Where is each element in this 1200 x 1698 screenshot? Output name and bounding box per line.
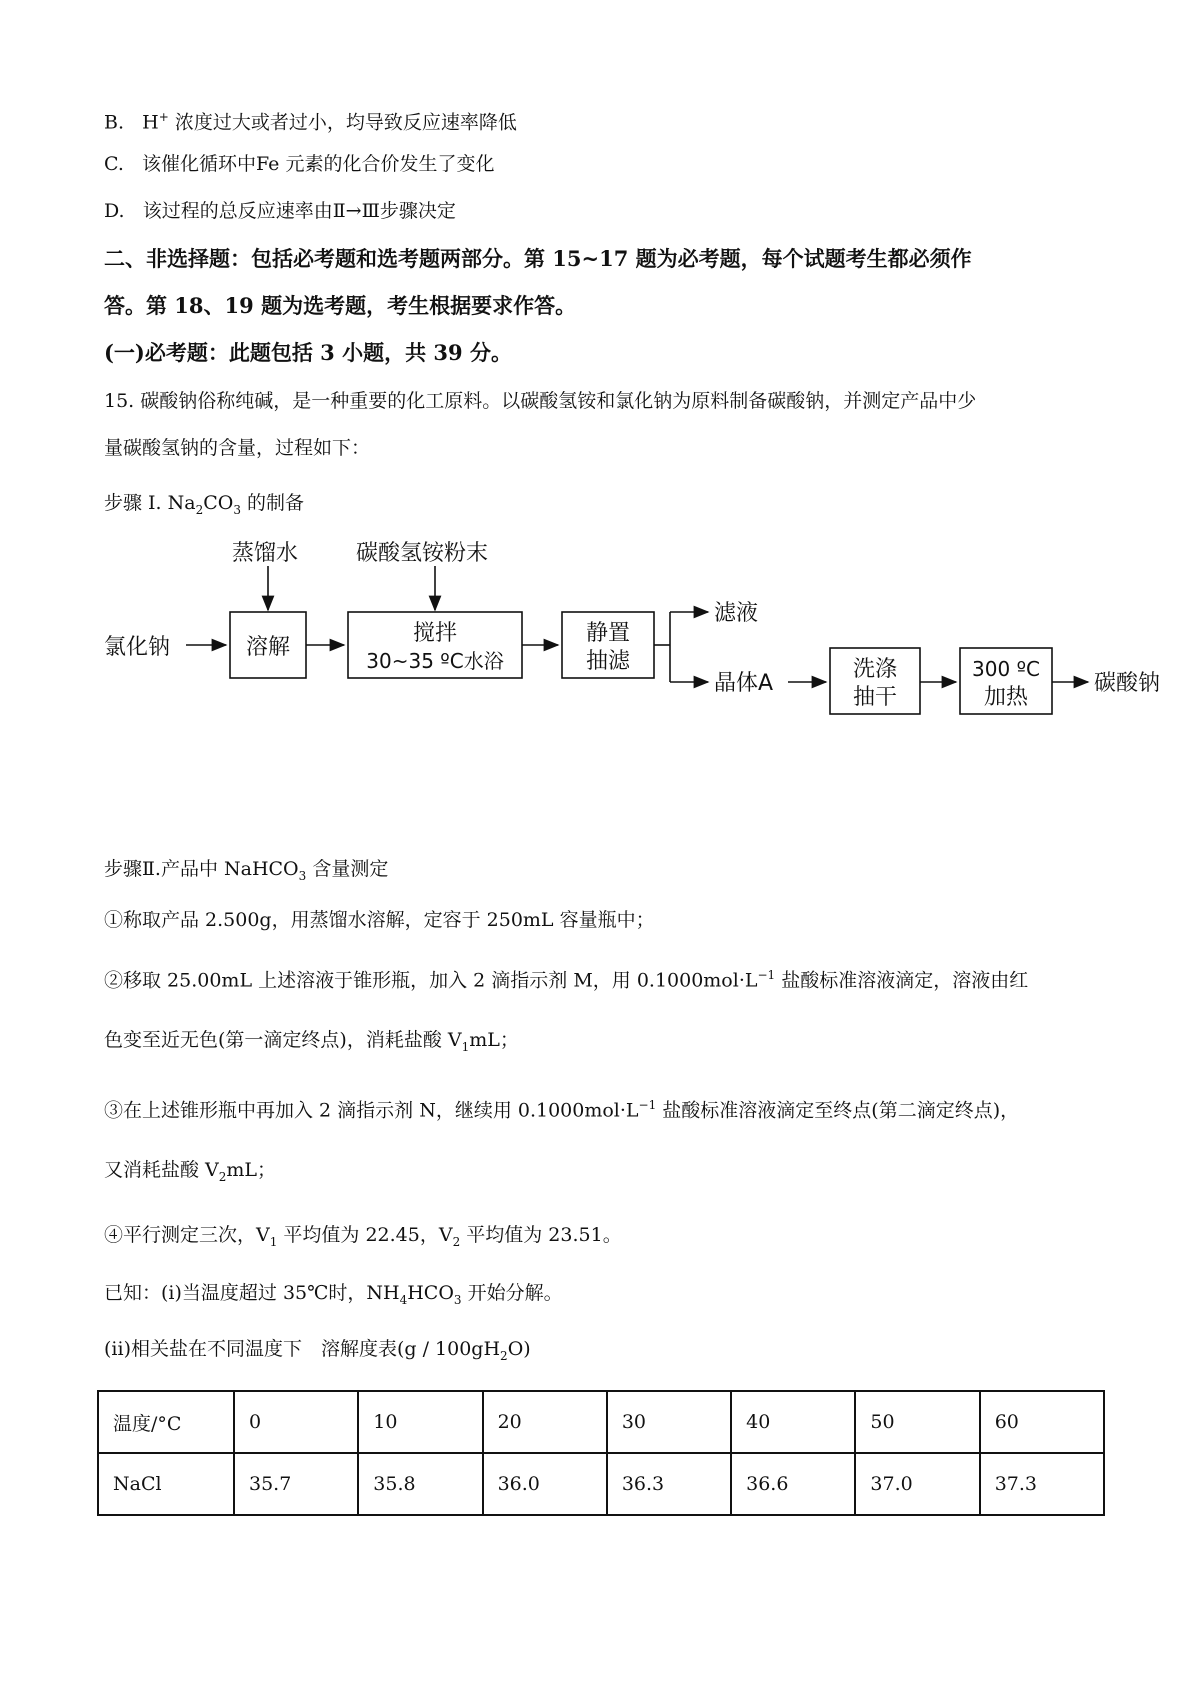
nacl-label: 氯化钠 xyxy=(104,635,171,660)
option-b xyxy=(104,104,517,135)
hydrogen-ion: H xyxy=(142,111,159,134)
wash-label: 洗涤 xyxy=(852,657,898,682)
table-cell: 37.3 xyxy=(980,1453,1104,1515)
bath-label: 30~35 ºC水浴 xyxy=(366,649,504,673)
stir-label: 搅拌 xyxy=(412,621,458,646)
text-part: 色变至近无色(第一滴定终点)，消耗盐酸 V xyxy=(104,1029,462,1051)
table-cell: 温度/°C xyxy=(98,1391,234,1453)
text-part: 盐酸标准溶液滴定，溶液由红 xyxy=(775,969,1029,992)
text-part: (ii)相关盐在不同温度下 溶解度表(g / 100gH xyxy=(104,1338,501,1360)
subscript: 1 xyxy=(269,1234,278,1249)
subscript: 1 xyxy=(461,1039,470,1054)
process-flow-diagram xyxy=(104,530,1164,730)
subscript: 3 xyxy=(298,868,307,883)
table-cell: 20 xyxy=(483,1391,607,1453)
section-heading-line1: 二、非选择题：包括必考题和选考题两部分。第 15~17 题为必考题，每个试题考生都必须作 xyxy=(104,246,972,271)
text-part: 已知：(i)当温度超过 35℃时，NH xyxy=(104,1282,400,1304)
settle-label: 静置 xyxy=(585,621,631,646)
step2-item2-line1 xyxy=(104,962,1028,993)
text-part: 盐酸标准溶液滴定至终点(第二滴定终点)， xyxy=(656,1099,1020,1122)
step2-item3-line1 xyxy=(104,1092,1019,1123)
subscript: 2 xyxy=(500,1348,508,1363)
option-text: 该催化循环中Fe 元素的化合价发生了变化 xyxy=(142,153,495,175)
table-cell: 60 xyxy=(980,1391,1104,1453)
superscript: −1 xyxy=(638,1098,657,1112)
subscript: 3 xyxy=(233,502,241,517)
table-cell: 36.3 xyxy=(607,1453,731,1515)
section-heading-line2: 答。第 18、19 题为选考题，考生根据要求作答。 xyxy=(104,293,577,318)
solubility-table xyxy=(97,1390,1105,1516)
ion-charge: + xyxy=(158,110,169,124)
filtrate-label: 滤液 xyxy=(714,601,759,626)
heat-label: 加热 xyxy=(983,685,1029,710)
text-part: 平均值为 22.45，V xyxy=(277,1224,453,1246)
crystal-label: 晶体A xyxy=(714,671,774,696)
bicarb-label: 碳酸氢铵粉末 xyxy=(356,541,489,566)
water-label: 蒸馏水 xyxy=(232,541,299,566)
heat-temp-label: 300 ºC xyxy=(972,657,1040,681)
text-part: ③在上述锥形瓶中再加入 2 滴指示剂 N，继续用 xyxy=(104,1099,518,1122)
step2-item1: ①称取产品 2.500g，用蒸馏水溶解，定容于 250mL 容量瓶中； xyxy=(104,909,655,931)
step2-item3-line2 xyxy=(104,1157,276,1190)
step2-title xyxy=(104,856,388,889)
step1-prefix: 步骤 I. Na xyxy=(104,492,196,514)
table-cell: 36.0 xyxy=(483,1453,607,1515)
text-part: 又消耗盐酸 V xyxy=(104,1159,219,1181)
known-i xyxy=(104,1280,563,1313)
step2-title-suffix: 含量测定 xyxy=(306,858,389,880)
subscript: 2 xyxy=(452,1234,461,1249)
text-part: mL； xyxy=(469,1029,519,1051)
step2-item2-line2 xyxy=(104,1027,519,1060)
concentration: 0.1000mol·L xyxy=(636,969,758,992)
step1-title xyxy=(104,490,304,523)
superscript: −1 xyxy=(757,968,776,982)
question-line2: 量碳酸氢钠的含量，过程如下： xyxy=(104,437,371,459)
dissolve-label: 溶解 xyxy=(245,635,291,660)
table-row xyxy=(98,1453,1104,1515)
text-part: mL； xyxy=(226,1159,277,1181)
text-part: ②移取 25.00mL 上述溶液于锥形瓶，加入 2 滴指示剂 M，用 xyxy=(104,969,637,992)
option-letter: C. xyxy=(104,153,124,175)
table-cell: 35.8 xyxy=(358,1453,482,1515)
formula-part: CO xyxy=(203,492,234,514)
table-cell: 40 xyxy=(731,1391,855,1453)
text-part: ④平行测定三次，V xyxy=(104,1224,270,1246)
table-cell: 35.7 xyxy=(234,1453,358,1515)
subscript: 3 xyxy=(453,1292,462,1307)
step2-item4 xyxy=(104,1222,622,1255)
table-header-row xyxy=(98,1391,1104,1453)
option-letter: B. xyxy=(104,111,125,134)
text-part: O) xyxy=(507,1338,531,1360)
product-label: 碳酸钠 xyxy=(1094,671,1161,696)
subscript: 4 xyxy=(399,1292,408,1307)
filter-label: 抽滤 xyxy=(585,649,631,674)
subscript: 2 xyxy=(195,502,204,517)
table-cell: 0 xyxy=(234,1391,358,1453)
subsection-heading: (一)必考题：此题包括 3 小题，共 39 分。 xyxy=(104,340,512,365)
text-part: 开始分解。 xyxy=(461,1282,563,1304)
known-ii xyxy=(104,1336,531,1369)
option-c xyxy=(104,151,494,177)
subscript: 2 xyxy=(218,1169,227,1184)
option-text: 浓度过大或者过小，均导致反应速率降低 xyxy=(174,111,517,134)
table-cell: 37.0 xyxy=(855,1453,979,1515)
step1-suffix: 的制备 xyxy=(240,492,305,514)
question-line1: 15. 碳酸钠俗称纯碱，是一种重要的化工原料。以碳酸氢铵和氯化钠为原料制备碳酸钠，并测定产品中少 xyxy=(104,390,977,412)
table-cell: NaCl xyxy=(98,1453,234,1515)
table-cell: 50 xyxy=(855,1391,979,1453)
option-text: 该过程的总反应速率由Ⅱ→Ⅲ步骤决定 xyxy=(142,200,456,222)
table-cell: 36.6 xyxy=(731,1453,855,1515)
option-d xyxy=(104,198,456,224)
table-cell: 10 xyxy=(358,1391,482,1453)
option-letter: D. xyxy=(104,200,125,222)
table-cell: 30 xyxy=(607,1391,731,1453)
dry-label: 抽干 xyxy=(852,685,898,710)
concentration: 0.1000mol·L xyxy=(517,1099,639,1122)
text-part: 平均值为 23.51。 xyxy=(460,1224,622,1246)
step2-title-prefix: 步骤Ⅱ.产品中 NaHCO xyxy=(104,858,299,880)
text-part: HCO xyxy=(407,1282,454,1304)
